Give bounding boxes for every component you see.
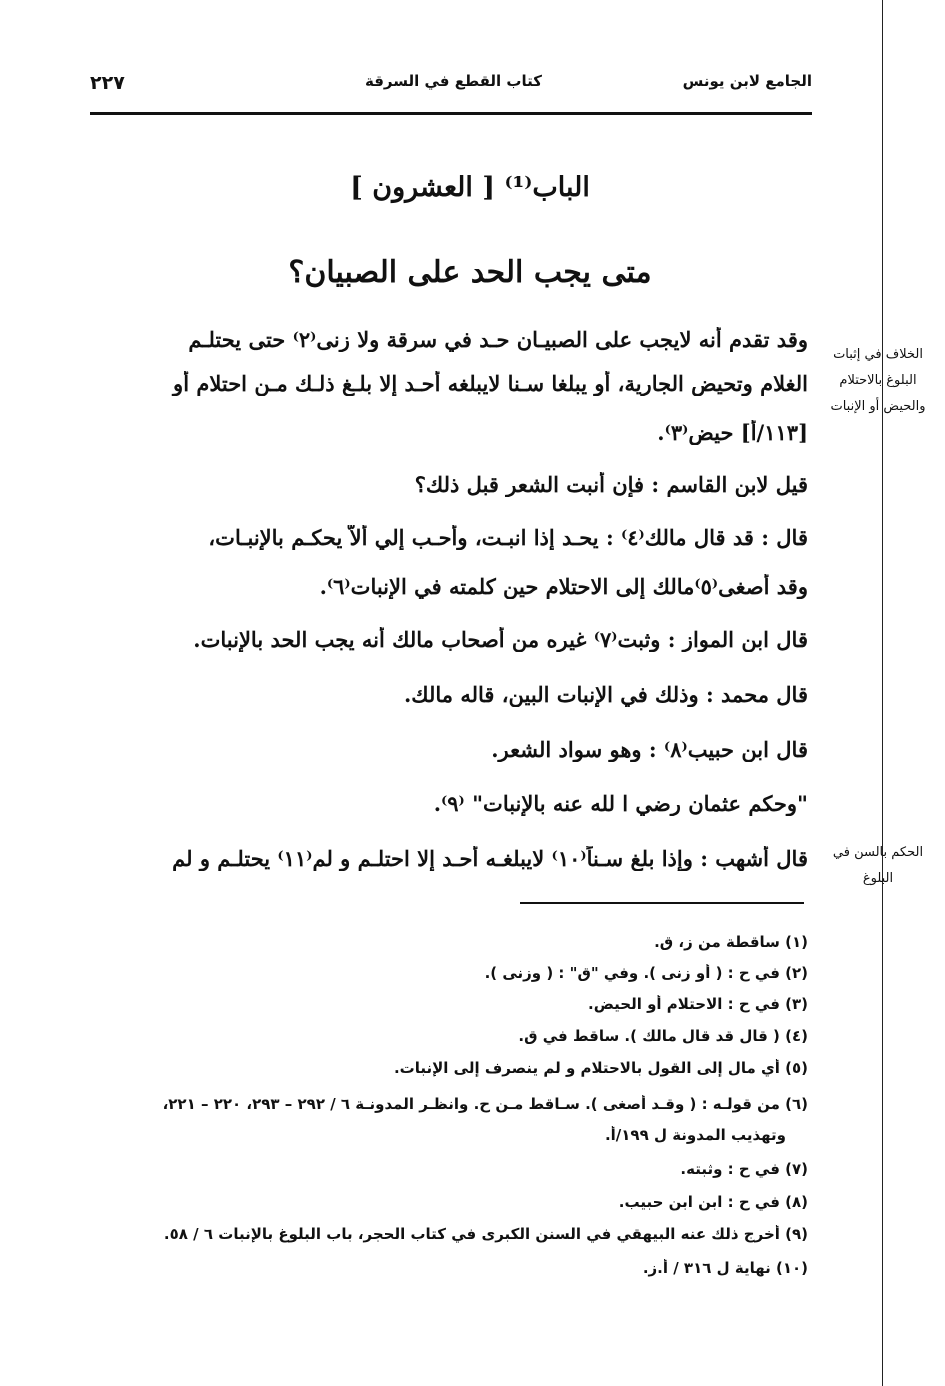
margin-note-line: الخلاف في إثبات xyxy=(833,347,923,362)
footnote: (٣) في ح : الاحتلام أو الحيض. xyxy=(588,995,808,1013)
section-heading: الباب⁽¹⁾ [ العشرون ] xyxy=(350,172,590,203)
footnote: (٦) من قولـه : ( وقـد أصغى ). سـاقط مـن ح. وانظـر المدونـة ٦ / ٢٩٢ – ٢٩٣، ٢٢٠ – ٢٢١، xyxy=(162,1095,808,1113)
body-line: الغلام وتحيض الجارية، أو يبلغا سـنا لايبلغه أحـد إلا بلـغ ذلـك مـن احتلام أو xyxy=(173,371,808,396)
chapter-title: كتاب القطع في السرقة xyxy=(365,72,542,90)
section-subtitle: متى يجب الحد على الصبيان؟ xyxy=(288,255,652,290)
footnote: (١) ساقطة من ز، ق. xyxy=(654,933,808,951)
body-line: قال : قد قال مالك⁽٤⁾ : يحـد إذا انبـت، وأحـب إلي ألاّ يحكـم بالإنبـات، xyxy=(208,525,808,550)
footnote: (١٠) نهاية ل ٣١٦ / أ.ز. xyxy=(642,1259,808,1277)
body-line: قال ابن حبيب⁽٨⁾ : وهو سواد الشعر. xyxy=(491,737,808,762)
body-line: وقد أصغى⁽٥⁾مالك إلى الاحتلام حين كلمته في الإنبات⁽٦⁾. xyxy=(319,574,808,599)
footnote-rule xyxy=(520,902,804,904)
page-number: ٢٢٧ xyxy=(90,72,125,94)
footnote: (٤) ( قال قد قال مالك ). ساقط في ق. xyxy=(518,1027,808,1045)
margin-note xyxy=(818,840,938,892)
margin-note-line: والحيض أو الإنبات xyxy=(830,399,926,414)
margin-rule xyxy=(882,0,883,1386)
body-line: قال أشهب : وإذا بلغ سـناً⁽١٠⁾ لايبلغـه أحـد إلا احتلـم و لم⁽١١⁾ يحتلـم و لم xyxy=(172,846,808,871)
body-line: وقد تقدم أنه لايجب على الصبيـان حـد في سرقة ولا زنى⁽٢⁾ حتى يحتلـم xyxy=(188,327,808,352)
header-rule xyxy=(90,112,812,115)
body-line: [١١٣/أ] حيض⁽٣⁾. xyxy=(657,420,808,445)
footnote: (٧) في ح : وثبته. xyxy=(680,1160,808,1178)
footnote: (٩) أخرج ذلك عنه البيهقي في السنن الكبرى في كتاب الحجر، باب البلوغ بالإنبات ٦ / ٥٨. xyxy=(163,1225,808,1243)
body-line: "وحكم عثمان رضي ا لله عنه بالإنبات" ⁽٩⁾. xyxy=(433,791,808,816)
footnote: (٥) أي مال إلى القول بالاحتلام و لم ينصرف إلى الإنبات. xyxy=(393,1059,808,1077)
book-title: الجامع لابن يونس xyxy=(682,72,812,90)
margin-note-line: البلوغ xyxy=(862,871,894,886)
body-line: قال ابن المواز : وثبت⁽٧⁾ غيره من أصحاب مالك أنه يجب الحد بالإنبات. xyxy=(193,627,808,652)
footnote: (٢) في ح : ( أو زنى ). وفي "ق" : ( وزنى ). xyxy=(484,964,808,982)
running-header xyxy=(90,72,812,116)
margin-note xyxy=(818,342,938,420)
footnote: (٨) في ح : ابن ابن حبيب. xyxy=(618,1193,808,1211)
body-line: قيل لابن القاسم : فإن أنبت الشعر قبل ذلك؟ xyxy=(414,472,808,497)
body-line: قال محمد : وذلك في الإنبات البين، قاله مالك. xyxy=(403,682,808,707)
margin-note-line: الحكم بالسن في xyxy=(832,845,924,860)
footnote: وتهذيب المدونة ل ١٩٩/أ. xyxy=(604,1126,786,1144)
margin-note-line: البلوغ بالاحتلام xyxy=(839,373,917,388)
